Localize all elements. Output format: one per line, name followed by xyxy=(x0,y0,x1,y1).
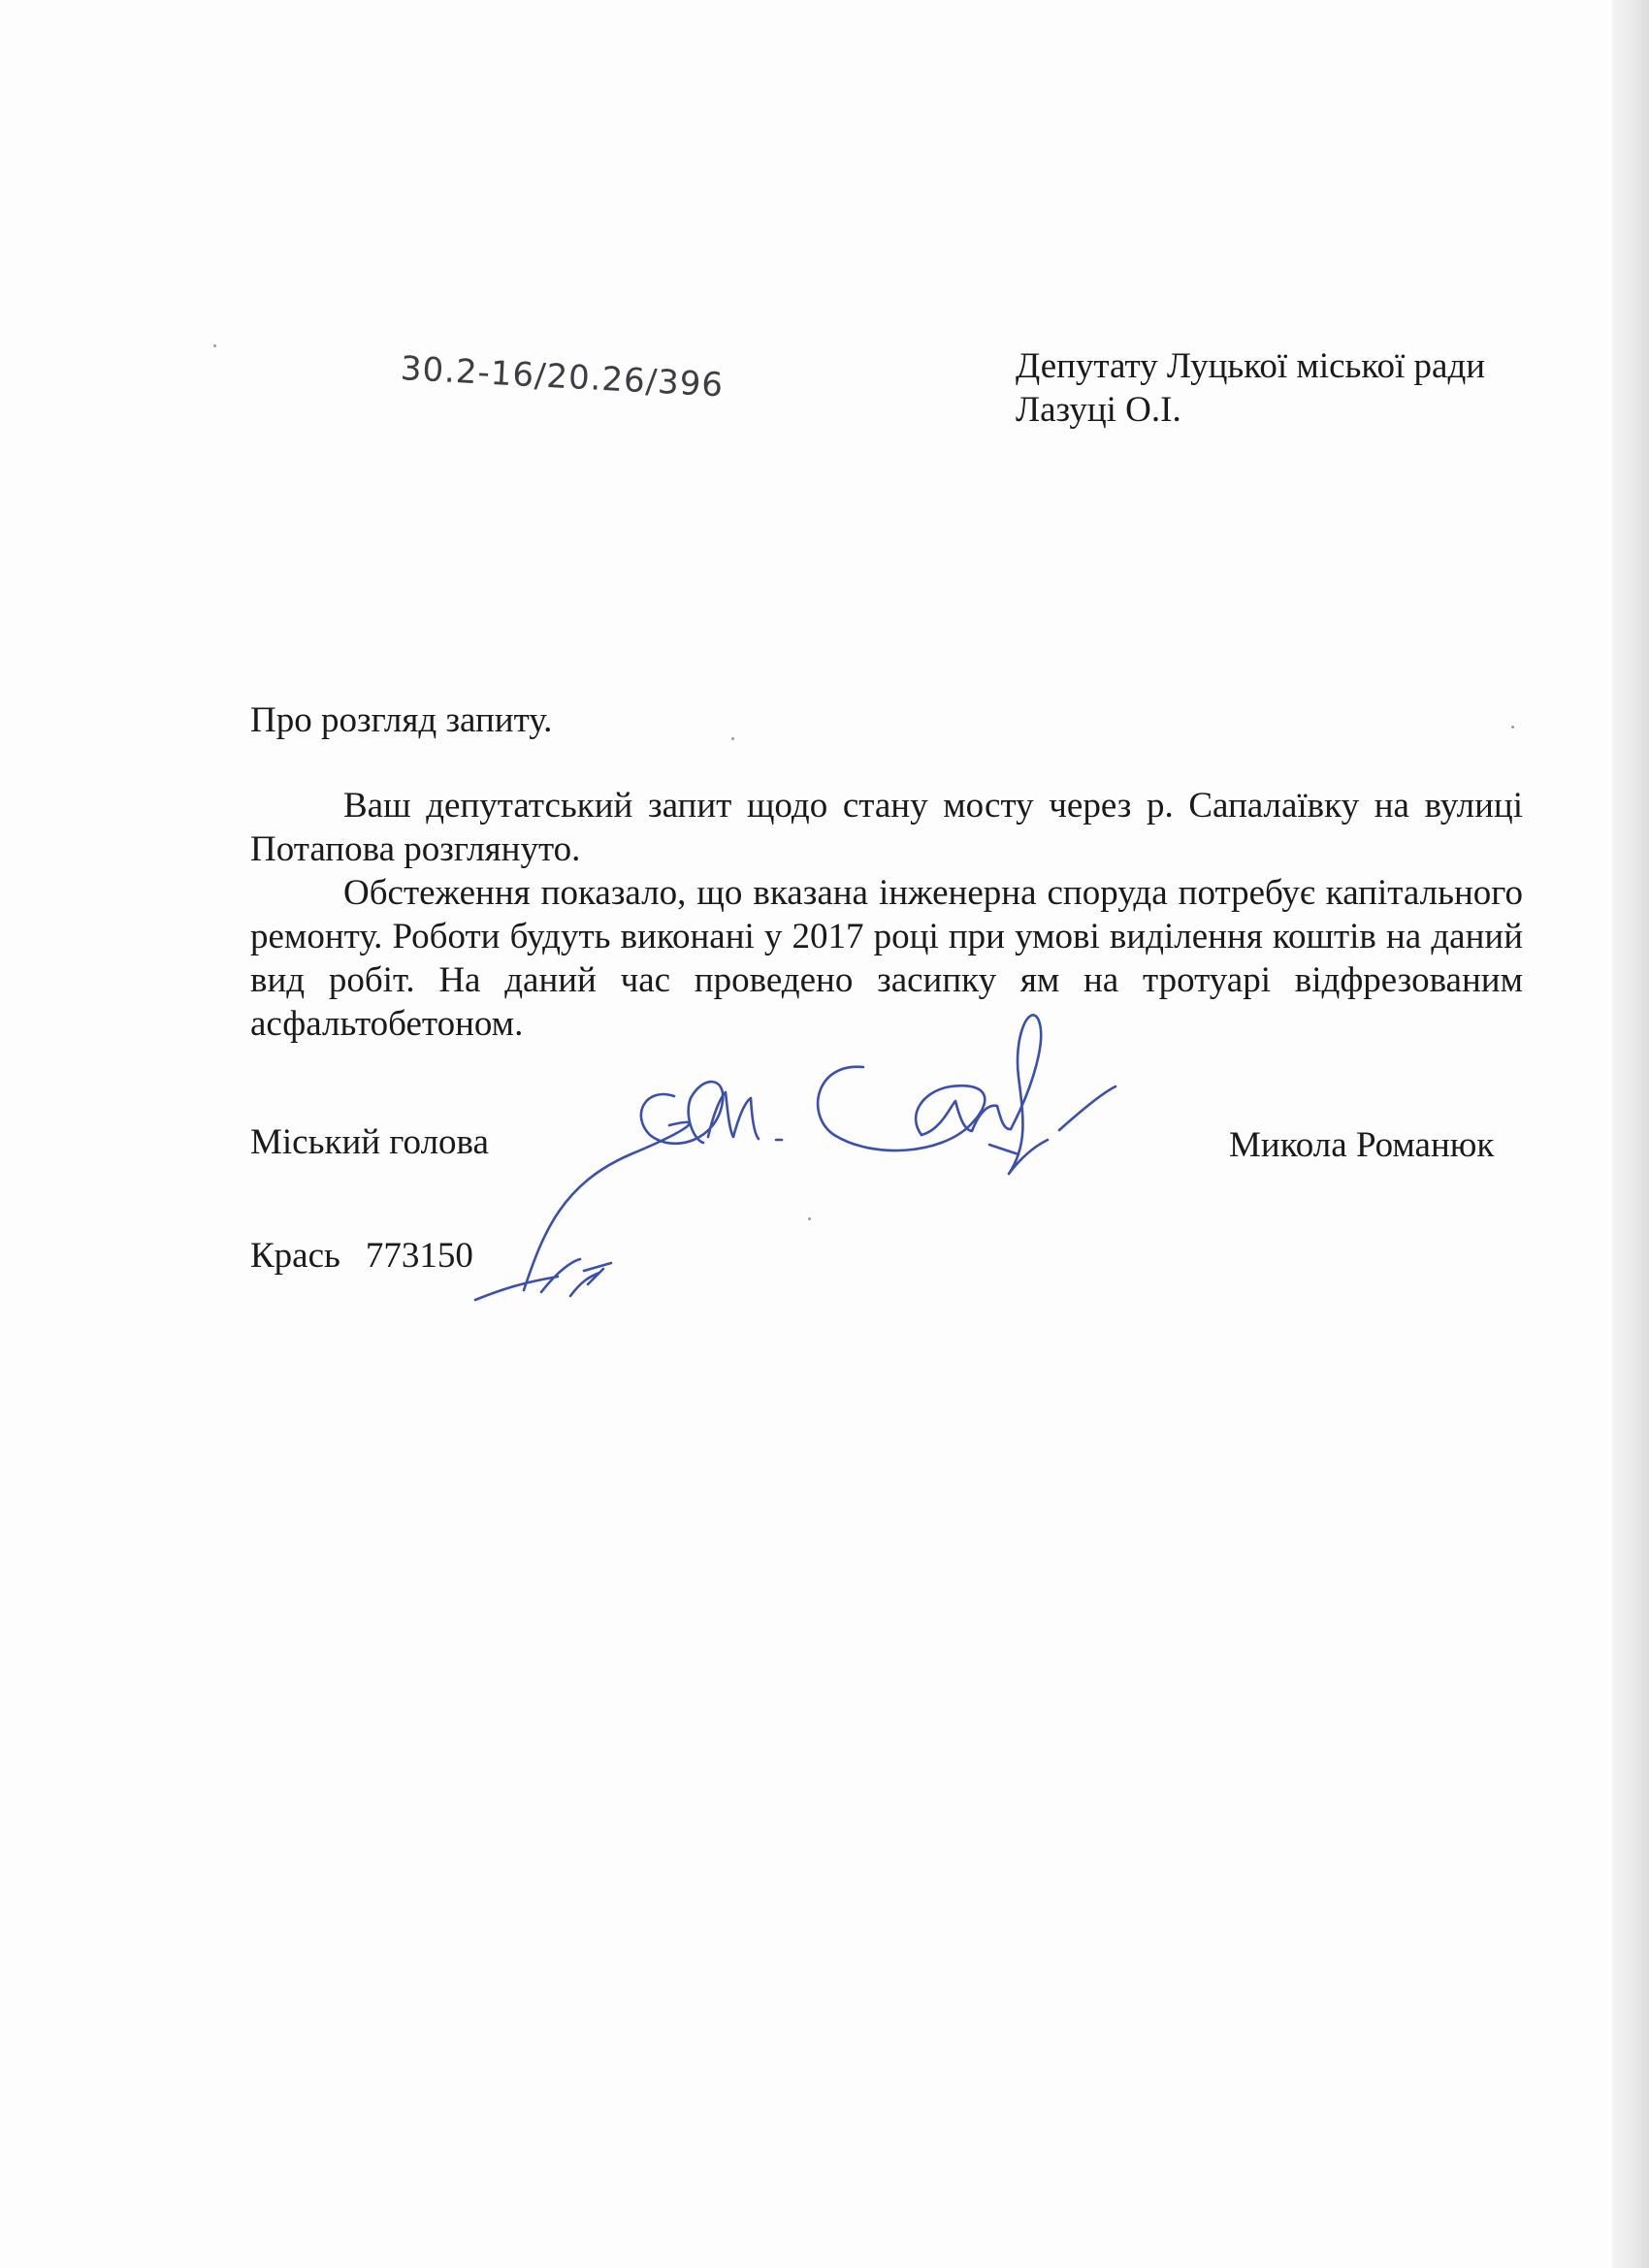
addressee-block xyxy=(1016,344,1485,432)
handwritten-registration-number: 30.2-16/20.26/396 xyxy=(399,349,725,405)
letter-subject: Про розгляд запиту. xyxy=(250,700,553,740)
executor-name: Крась xyxy=(250,1236,340,1276)
scan-speck xyxy=(213,344,216,347)
scan-speck xyxy=(1511,726,1514,729)
addressee-line-2: Лазуці О.І. xyxy=(1016,390,1181,430)
handwritten-signature xyxy=(466,1009,1125,1319)
signatory-name: Микола Романюк xyxy=(1229,1125,1495,1165)
executor-line xyxy=(250,1234,473,1278)
addressee-line-1: Депутату Луцької міської ради xyxy=(1016,346,1486,386)
signatory-title: Міський голова xyxy=(250,1122,489,1162)
body-paragraph-2: Обстеження показало, що вказана інженерна споруда потребує капітального ремонту. Роботи будуть виконані у 2017 році при умові виділення коштів на даний вид робіт. На даний час проведено засипку ям на тротуарі відфрезованим асфальтобетоном. xyxy=(250,873,1523,1044)
scan-speck xyxy=(808,1217,811,1220)
body-paragraph-1: Ваш депутатський запит щодо стану мосту через р. Сапалаївку на вулиці Потапова розглянуто. xyxy=(250,786,1523,869)
scan-edge-shadow xyxy=(1612,0,1649,2268)
executor-phone: 773150 xyxy=(365,1236,473,1276)
scan-speck xyxy=(731,737,734,740)
letter-body xyxy=(250,784,1523,1046)
